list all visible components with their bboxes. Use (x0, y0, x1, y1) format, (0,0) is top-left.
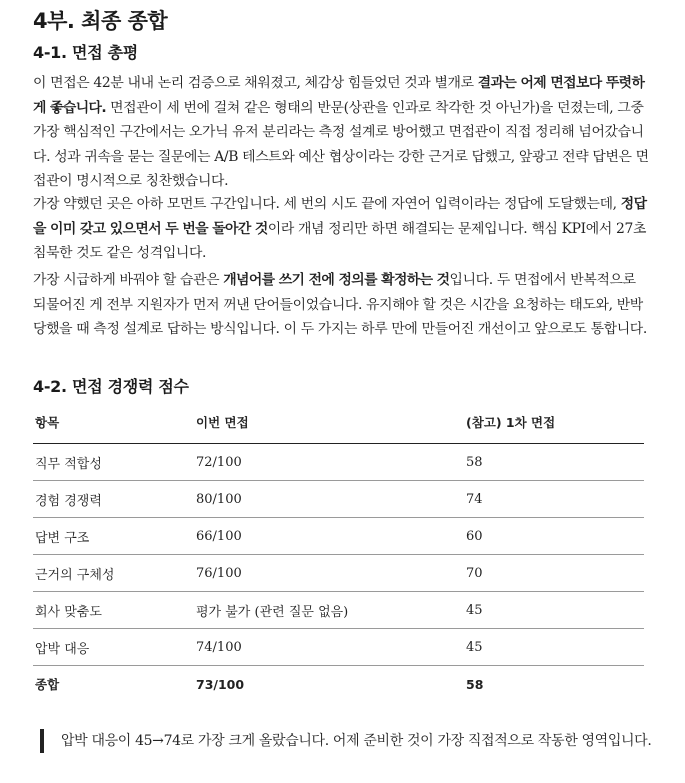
table-cell: 73/100 (196, 676, 245, 692)
emphasis-text: 결과는 어제 면접보다 뚜렷하게 좋습니다. (33, 75, 645, 116)
table-cell: 58 (464, 444, 644, 481)
table-cell: 압박 대응 (33, 629, 194, 666)
table-cell: 근거의 구체성 (33, 555, 194, 592)
table-row (33, 481, 644, 518)
table-row (33, 518, 644, 555)
column-header: (참고) 1차 면접 (464, 400, 644, 444)
summary-paragraph-3 (33, 268, 651, 342)
section-heading-scores: 4-2. 면접 경쟁력 점수 (33, 377, 189, 396)
text-run: 이라 개념 정리만 하면 해결되는 문제입니다. 핵심 KPI에서 27초 침묵한 것도 같은 성격입니다. (33, 220, 647, 261)
text-run: 가장 시급하게 바꿔야 할 습관은 (33, 272, 224, 288)
table-row (33, 592, 644, 629)
table-cell: 직무 적합성 (33, 444, 194, 481)
summary-paragraph-1 (33, 71, 651, 194)
score-table (33, 400, 644, 702)
table-cell: 종합 (35, 677, 60, 692)
emphasis-text: 개념어를 쓰기 전에 정의를 확정하는 것 (223, 272, 450, 288)
text-run: 입니다. 두 면접에서 반복적으로 되물어진 게 전부 지원자가 먼저 꺼낸 단어들이었습니다. 유지해야 할 것은 시간을 요청하는 태도와, 반박당했을 때 측정 설계로 답하는 방식입니다. 이 두 가지는 하루 만에 만들어진 개선이고 앞으로도 통합니다. (33, 272, 647, 337)
table-cell: 60 (464, 518, 644, 555)
section-heading-summary: 4-1. 면접 총평 (33, 43, 138, 62)
column-header: 항목 (33, 400, 194, 444)
table-cell: 76/100 (194, 555, 464, 592)
page-title: 4부. 최종 종합 (33, 9, 168, 33)
table-row (33, 555, 644, 592)
table-cell: 72/100 (194, 444, 464, 481)
table-total-row (33, 666, 644, 703)
table-cell: 74 (464, 481, 644, 518)
emphasis-text: 정답을 이미 갖고 있으면서 두 번을 돌아간 것 (33, 196, 647, 237)
table-cell: 답변 구조 (33, 518, 194, 555)
table-cell: 45 (464, 592, 644, 629)
table-cell: 80/100 (194, 481, 464, 518)
highlight-callout: 압박 대응이 45→74로 가장 크게 올랐습니다. 어제 준비한 것이 가장 직접적으로 작동한 영역입니다. (40, 729, 669, 753)
table-cell: 경험 경쟁력 (33, 481, 194, 518)
table-cell: 평가 불가 (관련 질문 없음) (194, 592, 464, 629)
table-cell: 70 (464, 555, 644, 592)
table-cell: 74/100 (194, 629, 464, 666)
text-run: 이 면접은 42분 내내 논리 검증으로 채워졌고, 체감상 힘들었던 것과 별개로 (33, 75, 478, 91)
column-header: 이번 면접 (194, 400, 464, 444)
table-row (33, 629, 644, 666)
text-run: 가장 약했던 곳은 아하 모먼트 구간입니다. 세 번의 시도 끝에 자연어 입력이라는 정답에 도달했는데, (33, 196, 621, 212)
summary-paragraph-2 (33, 192, 651, 266)
table-row (33, 444, 644, 481)
table-cell: 58 (466, 676, 484, 692)
table-cell: 45 (464, 629, 644, 666)
table-header-row (33, 400, 644, 444)
table-cell: 66/100 (194, 518, 464, 555)
table-cell: 회사 맞춤도 (33, 592, 194, 629)
text-run: 면접관이 세 번에 걸쳐 같은 형태의 반문(상관을 인과로 착각한 것 아닌가)을 던졌는데, 그중 가장 핵심적인 구간에서는 오가닉 유저 분리라는 측정 설계로 방어했고 면접관이 직접 정리해 넘어갔습니다. 성과 귀속을 묻는 질문에는 A/B 테스트와 예산 협상이라는 강한 근거로 답했고, 앞광고 전략 답변은 면접관이 명시적으로 칭찬했습니다. (33, 99, 649, 189)
